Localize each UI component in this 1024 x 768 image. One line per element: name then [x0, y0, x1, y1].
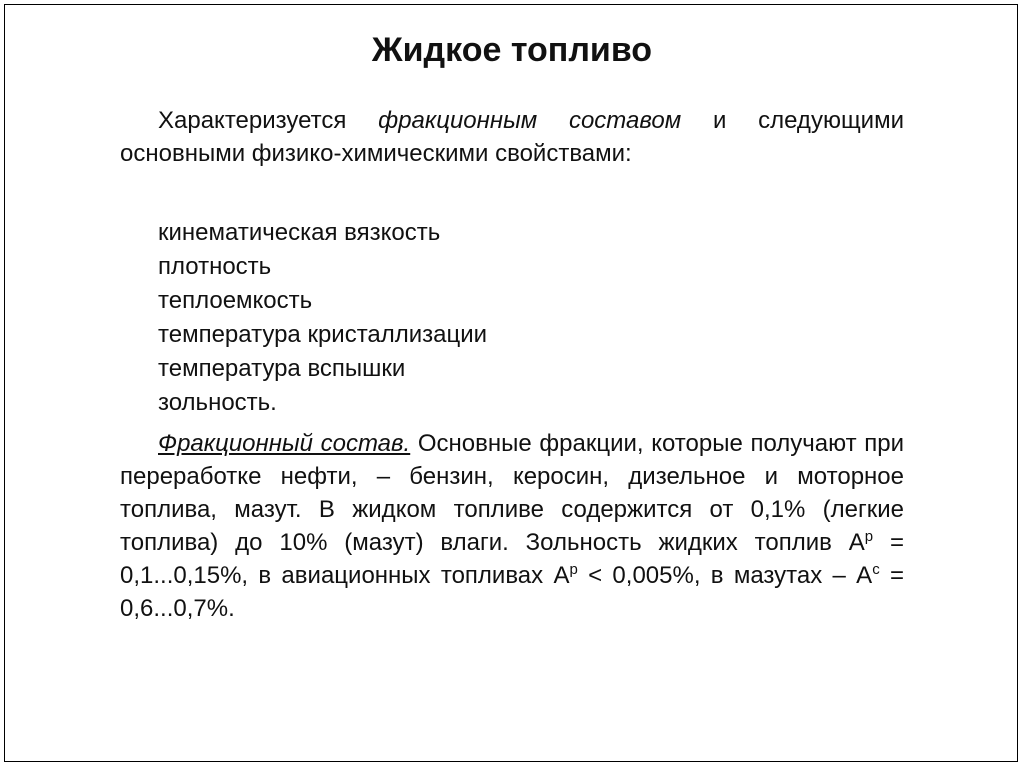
- ash-superscript-fuel-oil: с: [872, 561, 880, 578]
- fraction-text-2: = 0,1...0,15%, в авиационных топливах А: [120, 529, 904, 589]
- intro-paragraph: [120, 104, 904, 170]
- intro-text-before: Характеризуется: [158, 107, 379, 134]
- property-item: температура вспышки: [158, 355, 406, 382]
- properties-list: [158, 216, 487, 420]
- fraction-text-4: = 0,6...0,7%.: [120, 562, 905, 622]
- property-item: зольность.: [158, 389, 277, 416]
- intro-emphasis: фракционным составом: [378, 107, 682, 134]
- fraction-heading: Фракционный состав.: [158, 430, 411, 457]
- ash-superscript-aviation: р: [569, 561, 578, 578]
- fraction-paragraph: [120, 427, 904, 625]
- property-item: теплоемкость: [158, 287, 313, 314]
- ash-superscript-working: р: [864, 528, 874, 545]
- property-item: кинематическая вязкость: [158, 219, 441, 246]
- intro-text-after: и следующими основными физико-химическими свойствами:: [120, 107, 904, 167]
- slide-title: Жидкое топливо: [371, 31, 653, 69]
- property-item: температура кристаллизации: [158, 321, 488, 348]
- property-item: плотность: [158, 253, 272, 280]
- fraction-text-3: < 0,005%, в мазутах – А: [577, 562, 873, 589]
- fraction-text-1: Основные фракции, которые получают при переработке нефти, – бензин, керосин, дизельное и моторное топлива, мазут. В жидком топливе содержится от 0,1% (легкие топлива) до 10% (мазут) влаги. Зольность жидких топлив А: [120, 430, 904, 556]
